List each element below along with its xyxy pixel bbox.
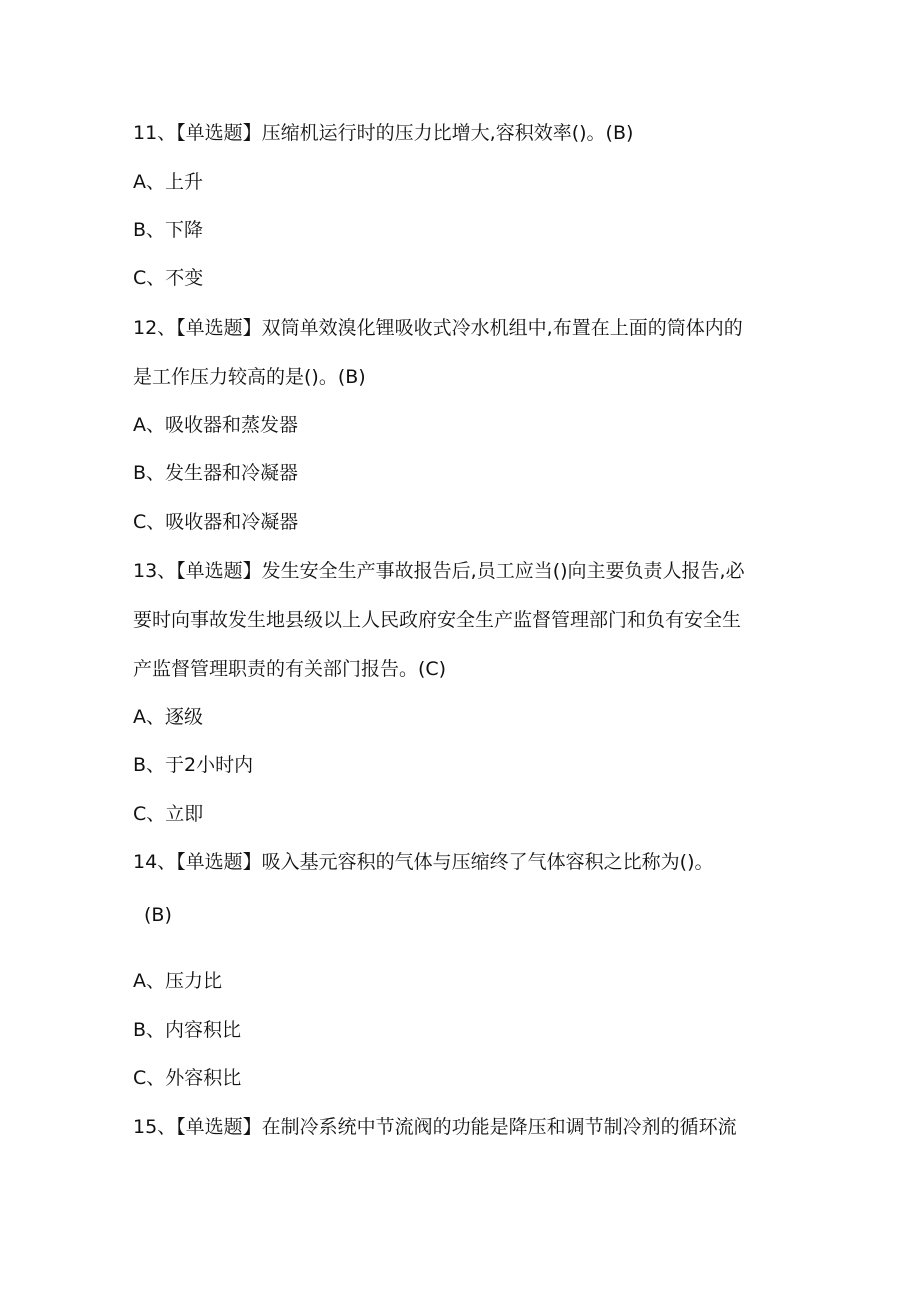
question-14-option-b: B、内容积比 (133, 1019, 242, 1041)
question-11-option-c: C、不变 (133, 267, 204, 289)
question-11-text: 11、【单选题】压缩机运行时的压力比增大,容积效率()。(B) (133, 122, 634, 144)
question-12-option-a: A、吸收器和蒸发器 (133, 414, 298, 436)
question-13-option-a: A、逐级 (133, 706, 203, 728)
question-11-option-a: A、上升 (133, 171, 203, 193)
question-13-text-line-1: 13、【单选题】发生安全生产事故报告后,员工应当()向主要负责人报告,必 (133, 560, 745, 582)
question-11-option-b: B、下降 (133, 219, 204, 241)
question-13-text-line-3: 产监督管理职责的有关部门报告。(C) (133, 658, 447, 680)
question-13-text-line-2: 要时向事故发生地县级以上人民政府安全生产监督管理部门和负有安全生 (133, 609, 742, 631)
question-12-option-b: B、发生器和冷凝器 (133, 462, 299, 484)
question-14-answer: (B) (144, 904, 172, 926)
question-14-option-a: A、压力比 (133, 970, 222, 992)
question-14-text-line-1: 14、【单选题】吸入基元容积的气体与压缩终了气体容积之比称为()。 (133, 851, 714, 873)
question-12-text-line-2: 是工作压力较高的是()。(B) (133, 366, 366, 388)
question-12-text-line-1: 12、【单选题】双筒单效溴化锂吸收式冷水机组中,布置在上面的筒体内的 (133, 317, 743, 339)
question-13-option-b: B、于2小时内 (133, 754, 254, 776)
question-14-option-c: C、外容积比 (133, 1067, 242, 1089)
question-13-option-c: C、立即 (133, 803, 204, 825)
question-15-text-line-1: 15、【单选题】在制冷系统中节流阀的功能是降压和调节制冷剂的循环流 (133, 1116, 737, 1138)
question-12-option-c: C、吸收器和冷凝器 (133, 511, 299, 533)
